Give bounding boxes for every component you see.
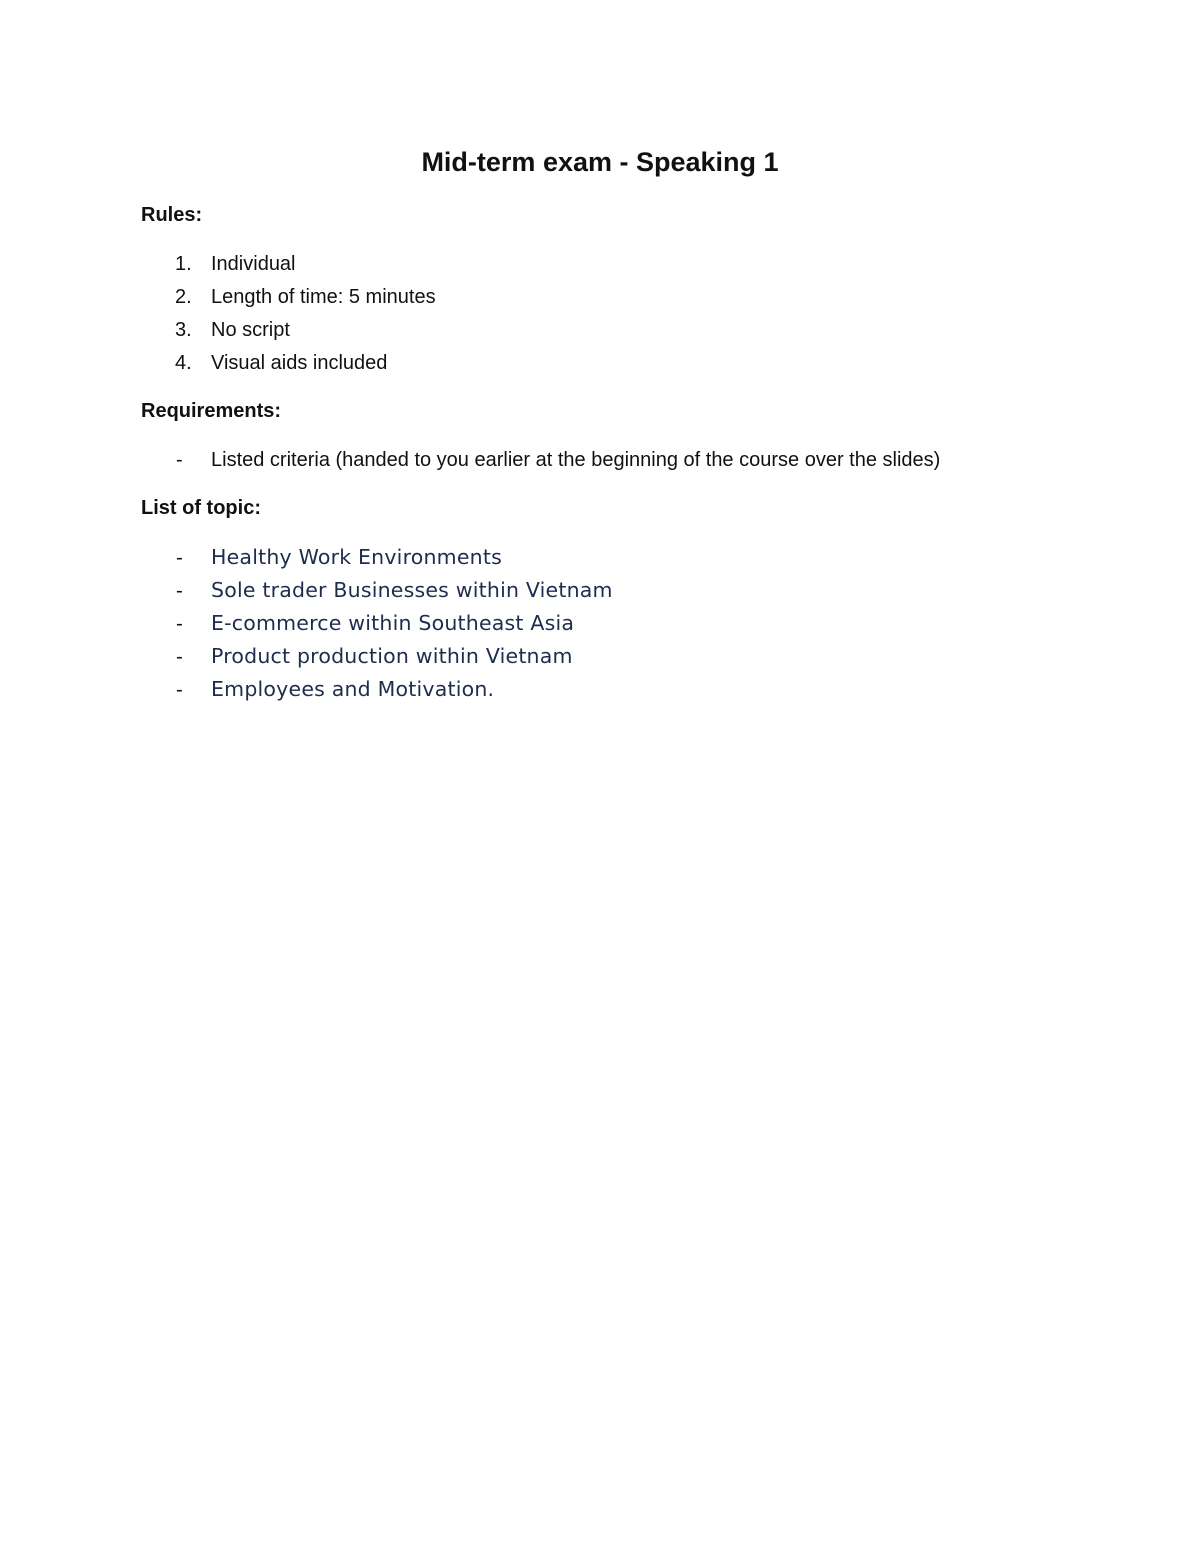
list-marker: - — [176, 645, 184, 668]
topics-list — [141, 541, 1101, 706]
list-item — [141, 444, 1101, 477]
requirements-list — [141, 444, 1101, 477]
list-item-text: Individual — [211, 253, 296, 275]
list-item — [141, 607, 1101, 640]
list-item — [141, 640, 1101, 673]
rules-heading: Rules: — [141, 204, 203, 226]
list-item-text: Employees and Motivation. — [211, 677, 495, 701]
list-marker: 3. — [175, 319, 192, 341]
list-item-text: No script — [211, 319, 290, 341]
list-item — [141, 541, 1101, 574]
list-item — [141, 281, 1101, 314]
list-marker: - — [176, 449, 183, 471]
list-item-text: Sole trader Businesses within Vietnam — [211, 578, 613, 602]
rules-list — [141, 248, 1101, 380]
list-item — [141, 314, 1101, 347]
list-marker: - — [176, 546, 184, 569]
list-item-text: Healthy Work Environments — [211, 545, 502, 569]
list-item — [141, 673, 1101, 706]
list-marker: - — [176, 579, 184, 602]
list-marker: - — [176, 678, 184, 701]
requirements-heading: Requirements: — [141, 400, 282, 422]
list-marker: 2. — [175, 286, 192, 308]
document-title: Mid-term exam - Speaking 1 — [421, 147, 779, 177]
list-item-text: Visual aids included — [211, 352, 388, 374]
list-item-text: Length of time: 5 minutes — [211, 286, 436, 308]
list-item-text: E-commerce within Southeast Asia — [211, 611, 575, 635]
list-marker: 1. — [175, 253, 192, 275]
list-marker: 4. — [175, 352, 192, 374]
topics-heading: List of topic: — [141, 497, 261, 519]
list-marker: - — [176, 612, 184, 635]
list-item — [141, 248, 1101, 281]
list-item — [141, 347, 1101, 380]
list-item — [141, 574, 1101, 607]
list-item-text: Product production within Vietnam — [211, 644, 573, 668]
list-item-text: Listed criteria (handed to you earlier at the beginning of the course over the slides) — [211, 449, 941, 471]
